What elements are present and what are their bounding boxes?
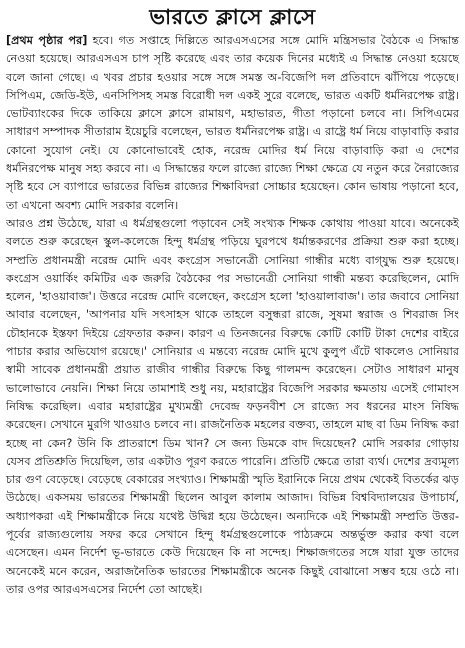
paragraph-1-text: হবে। গত সপ্তাহে দিল্লিতে আরএসএসের সঙ্গে মোদি মন্ত্রিসভার বৈঠকে এ সিদ্ধান্ত নেওয়া হয়েছে। আরএসএস চাপ সৃষ্টি করেছে এবং তার কয়েক দিনের মধ্যেই এ সিদ্ধান্ত নেওয়া হয়েছে বলে জানা গেছে। এ খবর প্রচার হওয়ার সঙ্গে সঙ্গে সমস্ত অ-বিজেপি দল প্রতিবাদে ঝাঁপিয়ে পড়েছে। সিপিএম, জেডি-ইউ, এনসিপিসহ সমস্ত বিরোধী দল একই সুরে বলেছে, ভারত একটি ধর্মনিরপেক্ষ রাষ্ট্র। ভোটব্যাংকের দিকে তাকিয়ে ক্লাসে ক্লাসে রামায়ণ, মহাভারত, গীতা পড়ানো চলবে না। সিপিএমের সাধারণ সম্পাদক সীতারাম ইয়েচুরি বলেছেন, ভারত ধর্মনিরপেক্ষ রাষ্ট্র। এ রাষ্ট্রে ধর্ম নিয়ে বাড়াবাড়ি করার কোনো সুযোগ নেই। যে কোনোভাবেই হোক, নরেন্দ্র মোদির ধর্ম নিয়ে বাড়াবাড়ি করা এ দেশের ধর্মনিরপেক্ষ মানুষ সহ্য করবে না। এ সিদ্ধান্তের ফলে রাজ্যে রাজ্যে শিক্ষা ক্ষেত্রে যে নতুন করে নৈরাজ্যের সৃষ্টি হবে সে ব্যাপারে ভারতের বিভিন্ন রাজ্যের শিক্ষাবিদরা সোচ্চার হয়েছেন। কোন ভাষায় পড়ানো হবে, তা এখনো অবশ্য মোদি সরকার বলেনি। (6, 34, 459, 212)
article-paragraph-1 (6, 32, 459, 215)
article-paragraph-2: আরও প্রশ্ন উঠেছে, যারা এ ধর্মগ্রন্থগুলো পড়াবেন সেই সংখ্যক শিক্ষক কোথায় পাওয়া যাবে। অনেকেই বলতে শুরু করেছেন স্কুল-কলেজে হিন্দু ধর্মগ্রন্থ পড়িয়ে ঘুরপথে ধর্মান্তকরণের প্রক্রিয়া শুরু করা হচ্ছে। সম্প্রতি প্রধানমন্ত্রী নরেন্দ্র মোদি এবং কংগ্রেস সভানেত্রী সোনিয়া গান্ধীর মধ্যে বাগ্‌যুদ্ধ শুরু হয়েছে। কংগ্রেস ওয়ার্কিং কমিটির এক জরুরি বৈঠকের পর সভানেত্রী সোনিয়া গান্ধী মন্তব্য করেছিলেন, মোদি হলেন, 'হাওয়াবাজ'। উত্তরে নরেন্দ্র মোদি বলেছেন, কংগ্রেস হলো 'হাওয়ালাবাজ'। তার জবাবে সোনিয়া আবার বলেছেন, 'আপনার যদি সৎসাহস থাকে তাহলে বসুন্ধরা রাজে, সুষমা স্বরাজ ও শিবরাজ সিং চৌহানকে ইস্তফা দিইয়ে গ্রেফতার করুন। কারণ এ তিনজনের বিরুদ্ধে কোটি কোটি টাকা দেশের বাইরে পাচার করার অভিযোগ রয়েছে।' সোনিয়ার এ মন্তব্যে নরেন্দ্র মোদি মুখে কুলুপ এঁটে থাকলেও সোনিয়ার স্বামী সাবেক প্রধানমন্ত্রী প্রয়াত রাজীব গান্ধীর বিরুদ্ধে কিছু গালমন্দ করেছেন। সেটাও সাধারণ মানুষ ভালোভাবে নেয়নি। শিক্ষা নিয়ে তামাশাই শুধু নয়, মহারাষ্ট্রের বিজেপি সরকার ক্ষমতায় এসেই গোমাংস নিষিদ্ধ করেছিল। এবার মহারাষ্ট্রের মুখ্যমন্ত্রী দেবেন্দ্র ফড়নবীশ সে রাজ্যে সব ধরনের মাংস নিষিদ্ধ করেছেন। সেখানে মুরগি খাওয়াও চলবে না। রাজনৈতিক মহলের বক্তব্য, তাহলে মাছ বা ডিম নিষিদ্ধ করা হচ্ছে না কেন? উনি কি প্রাতরাশে ডিম খান? সে জন্য ডিমকে বাদ দিয়েছেন? মোদি সরকার গোড়ায় যেসব প্রতিশ্রুতি দিয়েছিল, তার একটাও পূরণ করতে পারেনি। প্রতিটি ক্ষেত্রে তারা ব্যর্থ। দেশের দ্রব্যমূল্য চার গুণ বেড়েছে। বেড়েছে বেকারের সংখ্যাও। শিক্ষামন্ত্রী স্মৃতি ইরানিকে নিয়ে প্রথম থেকেই বিতর্কের ঝড় উঠেছে। একসময় ভারতের শিক্ষামন্ত্রী ছিলেন আবুল কালাম আজাদ। বিভিন্ন বিশ্ববিদ্যালয়ের উপাচার্য, অধ্যাপকরা এই শিক্ষামন্ত্রীকে নিয়ে যথেষ্ট উদ্বিগ্ন হয়ে উঠেছেন। অন্যদিকে এই শিক্ষামন্ত্রী সম্প্রতি উত্তর-পূর্বের রাজ্যগুলোয় সফর করে সেখানে হিন্দু ধর্মগ্রন্থগুলোকে পাঠ্যক্রমে অন্তর্ভুক্ত করার কথা বলে এসেছেন। এমন নির্দেশ ভূ-ভারতে কেউ দিয়েছেন কি না সন্দেহ। শিক্ষাজগতের সঙ্গে যারা যুক্ত তাদের অনেকেই মনে করেন, অরাজনৈতিক ভারতের শিক্ষামন্ত্রীকে অনেক কিছুই বোঝানো সম্ভব হয়ে ওঠে না। তার ওপর আরএসএসের নির্দেশ তো আছেই। (6, 216, 459, 596)
headline: ভারতে ক্লাসে ক্লাসে (149, 4, 316, 29)
continuation-label: [প্রথম পৃষ্ঠার পর] (6, 34, 88, 47)
